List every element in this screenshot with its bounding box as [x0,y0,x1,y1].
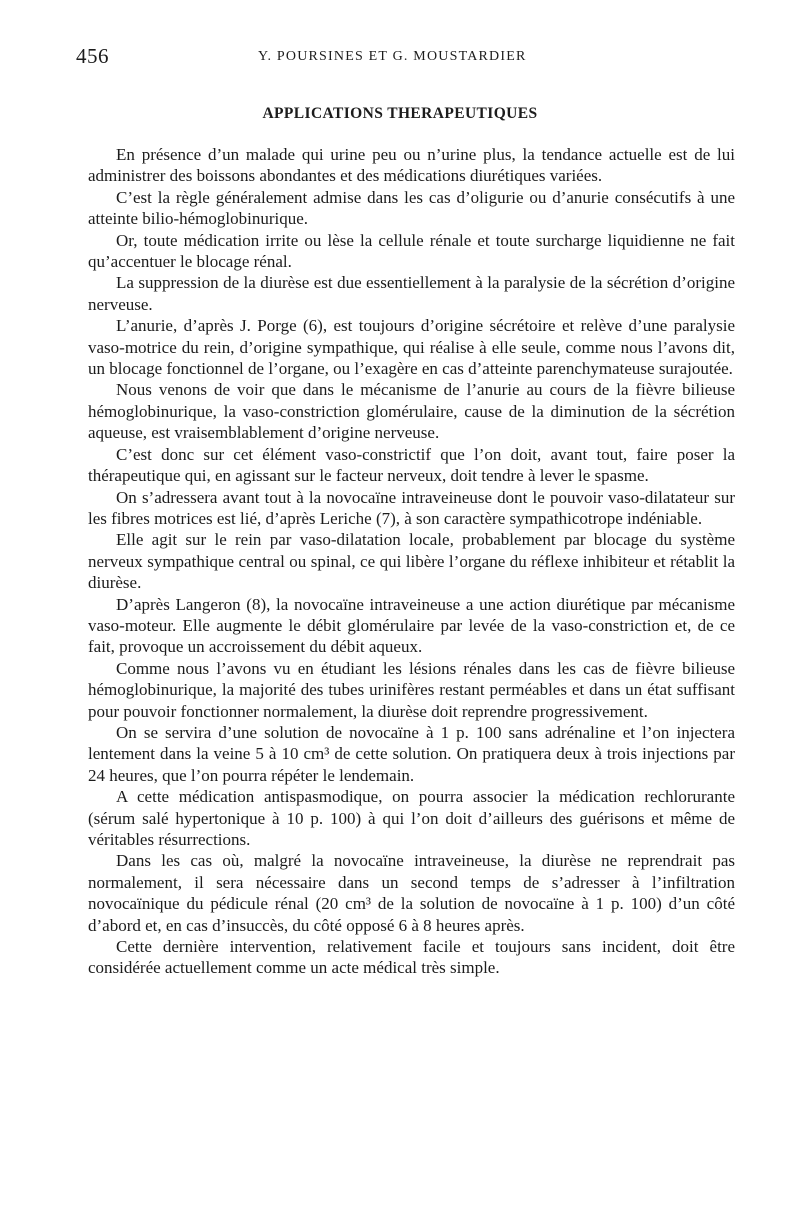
page-number: 456 [76,44,109,68]
paragraph: L’anurie, d’après J. Porge (6), est toujours d’origine sécrétoire et relève d’une paralysie vaso-motrice du rein, d’origine sympathique, qui réalise à elle seule, comme nous l’avons dit, un blocage fonctionnel de l’organe, ou l’exagère en cas d’atteinte parenchymateuse surajoutée. [88,316,735,379]
paragraph: D’après Langeron (8), la novocaïne intraveineuse a une action diurétique par mécanisme vaso-moteur. Elle augmente le débit glomérulaire par levée de la vaso-constriction et, de ce fait, provoque un accroissement du débit aqueux. [88,594,735,657]
paragraph: On se servira d’une solution de novocaïne à 1 p. 100 sans adrénaline et l’on injectera lentement dans la veine 5 à 10 cm³ de cette solution. On pratiquera deux à trois injections par 24 heures, que l’on pourra répéter le lendemain. [88,722,735,785]
paragraph: Or, toute médication irrite ou lèse la cellule rénale et toute surcharge liquidienne ne fait qu’accentuer le blocage rénal. [88,230,735,272]
section-title: APPLICATIONS THERAPEUTIQUES [262,105,538,122]
paragraph: C’est la règle généralement admise dans les cas d’oligurie ou d’anurie consécutifs à une atteinte bilio-hémoglobinurique. [88,187,735,229]
paragraph: C’est donc sur cet élément vaso-constrictif que l’on doit, avant tout, faire poser la thérapeutique qui, en agissant sur le facteur nerveux, doit tendre à lever le spasme. [88,444,735,486]
paragraph: La suppression de la diurèse est due essentiellement à la paralysie de la sécrétion d’origine nerveuse. [88,273,735,314]
body-text [88,144,735,979]
paragraph: On s’adressera avant tout à la novocaïne intraveineuse dont le pouvoir vaso-dilatateur sur les fibres motrices est lié, d’après Leriche (7), à son caractère sympathicotrope indéniable. [88,487,735,528]
paragraph: Cette dernière intervention, relativement facile et toujours sans incident, doit être considérée actuellement comme un acte médical très simple. [88,937,735,978]
paragraph: Elle agit sur le rein par vaso-dilatation locale, probablement par blocage du système nerveux sympathique central ou spinal, ce qui libère l’organe du réflexe inhibiteur et rétablit la diurèse. [88,530,735,593]
paragraph: En présence d’un malade qui urine peu ou n’urine plus, la tendance actuelle est de lui administrer des boissons abondantes et des médications diurétiques variées. [88,145,735,186]
header-authors: Y. POURSINES ET G. MOUSTARDIER [258,49,527,64]
paragraph: A cette médication antispasmodique, on pourra associer la médication rechlorurante (sérum salé hypertonique à 10 p. 100) à qui l’on doit d’ailleurs des guérisons et même de véritables résurrections. [88,787,735,849]
paragraph: Comme nous l’avons vu en étudiant les lésions rénales dans les cas de fièvre bilieuse hémoglobinurique, la majorité des tubes urinifères restant perméables et dans un état suffisant pour pouvoir fonctionner normalement, la diurèse doit reprendre progressivement. [88,658,735,721]
paragraph: Nous venons de voir que dans le mécanisme de l’anurie au cours de la fièvre bilieuse hémoglobinurique, la vaso-constriction glomérulaire, cause de la diminution de la sécrétion aqueuse, est vraisemblablement d’origine nerveuse. [88,380,735,443]
paragraph: Dans les cas où, malgré la novocaïne intraveineuse, la diurèse ne reprendrait pas normalement, il sera nécessaire dans un second temps de s’adresser à l’infiltration novocaïnique du pédicule rénal (20 cm³ de la solution de novocaïne à 1 p. 100) d’un côté d’abord et, en cas d’insuccès, du côté opposé 6 à 8 heures après. [88,851,735,935]
running-head [76,44,736,74]
